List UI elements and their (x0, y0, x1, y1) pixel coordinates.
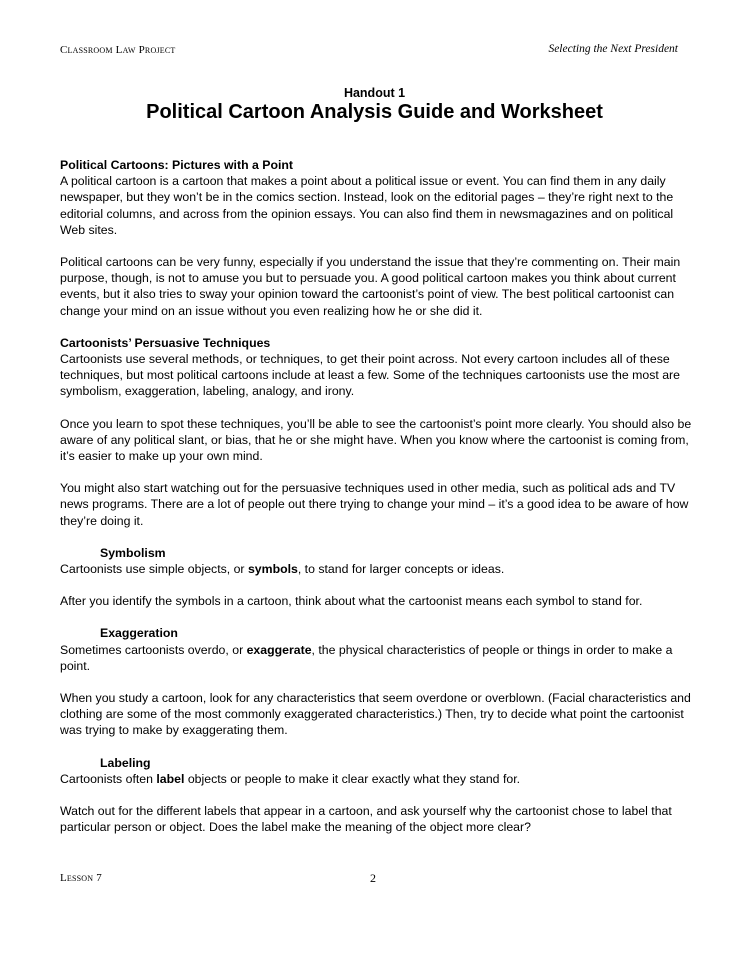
paragraph: You might also start watching out for the persuasive techniques used in other media, such as political ads and TV news programs. There are a lot of people out there trying to change your mind – it’s a good idea to be aware of how they’re doing it. (60, 481, 689, 528)
paragraph (60, 642, 700, 674)
technique-exaggeration (60, 625, 700, 738)
running-header-left: Classroom Law Project (60, 44, 176, 56)
technique-labeling (60, 755, 700, 836)
text-run: , to stand for larger concepts or ideas. (297, 562, 505, 577)
keyword: exaggerate (246, 642, 312, 657)
running-header-right: Selecting the Next President (548, 43, 678, 55)
subsection-heading: Exaggeration (100, 626, 178, 641)
paragraph: Political cartoons can be very funny, especially if you understand the issue that they’re commenting on. Their main purpose, though, is not to amuse you but to persuade you. A good political cartoon makes you think about current events, but it also tries to sway your opinion toward the cartoonist’s point of view. The best political cartoonist can change your mind on an issue without you even realizing how he or she did it. (60, 255, 681, 318)
paragraph (60, 561, 700, 577)
keyword: label (156, 771, 185, 786)
page-number: 2 (370, 871, 376, 885)
section-heading: Political Cartoons: Pictures with a Point (60, 158, 293, 172)
section-heading: Cartoonists’ Persuasive Techniques (60, 335, 271, 350)
text-run: objects or people to make it clear exactly what they stand for. (184, 771, 521, 786)
keyword: symbols (247, 562, 298, 577)
paragraph: After you identify the symbols in a cartoon, think about what the cartoonist means each symbol to stand for. (60, 594, 643, 609)
paragraph: When you study a cartoon, look for any characteristics that seem overdone or overblown. (Facial characteristics and clothing are some of the most commonly exaggerated characteristics.) Then, try to decide what point the cartoonist was trying to make by exaggerating them. (60, 691, 691, 738)
technique-symbolism (60, 545, 700, 610)
running-footer-left: Lesson 7 (60, 872, 102, 884)
paragraph: Once you learn to spot these techniques, you’ll be able to see the cartoonist’s point more clearly. You should also be aware of any political slant, or bias, that he or she might have. When you know where the cartoonist is coming from, it’s easier to make up your own mind. (60, 416, 692, 464)
paragraph: Watch out for the different labels that appear in a cartoon, and ask yourself why the cartoonist chose to label that particular person or object. Does the label make the meaning of the object more clear? (60, 804, 672, 835)
paragraph: A political cartoon is a cartoon that makes a point about a political issue or event. You can find them in any daily newspaper, but they won’t be in the comics section. Instead, look on the editorial pages – they’re right next to the editorial columns, and across from the opinion essays. You can also find them in newsmagazines and on political Web sites. (60, 174, 674, 237)
document-body (60, 157, 700, 836)
handout-label: Handout 1 (343, 86, 406, 100)
paragraph (60, 771, 700, 787)
paragraph: Cartoonists use several methods, or techniques, to get their point across. Not every cartoon includes all of these techniques, but most political cartoons include at least a few. Some of the techniques cartoonists use the most are symbolism, exaggeration, labeling, analogy, and irony. (60, 352, 680, 399)
text-run: Cartoonists use simple objects, or (60, 562, 248, 577)
text-run: Sometimes cartoonists overdo, or (60, 642, 247, 657)
page-title: Political Cartoon Analysis Guide and Worksheet (146, 101, 603, 123)
text-run: , the physical characteristics of people or things in order to make a point. (60, 642, 673, 673)
subsection-heading: Labeling (100, 755, 151, 770)
text-run: Cartoonists often (60, 771, 157, 786)
subsection-heading: Symbolism (100, 545, 166, 560)
